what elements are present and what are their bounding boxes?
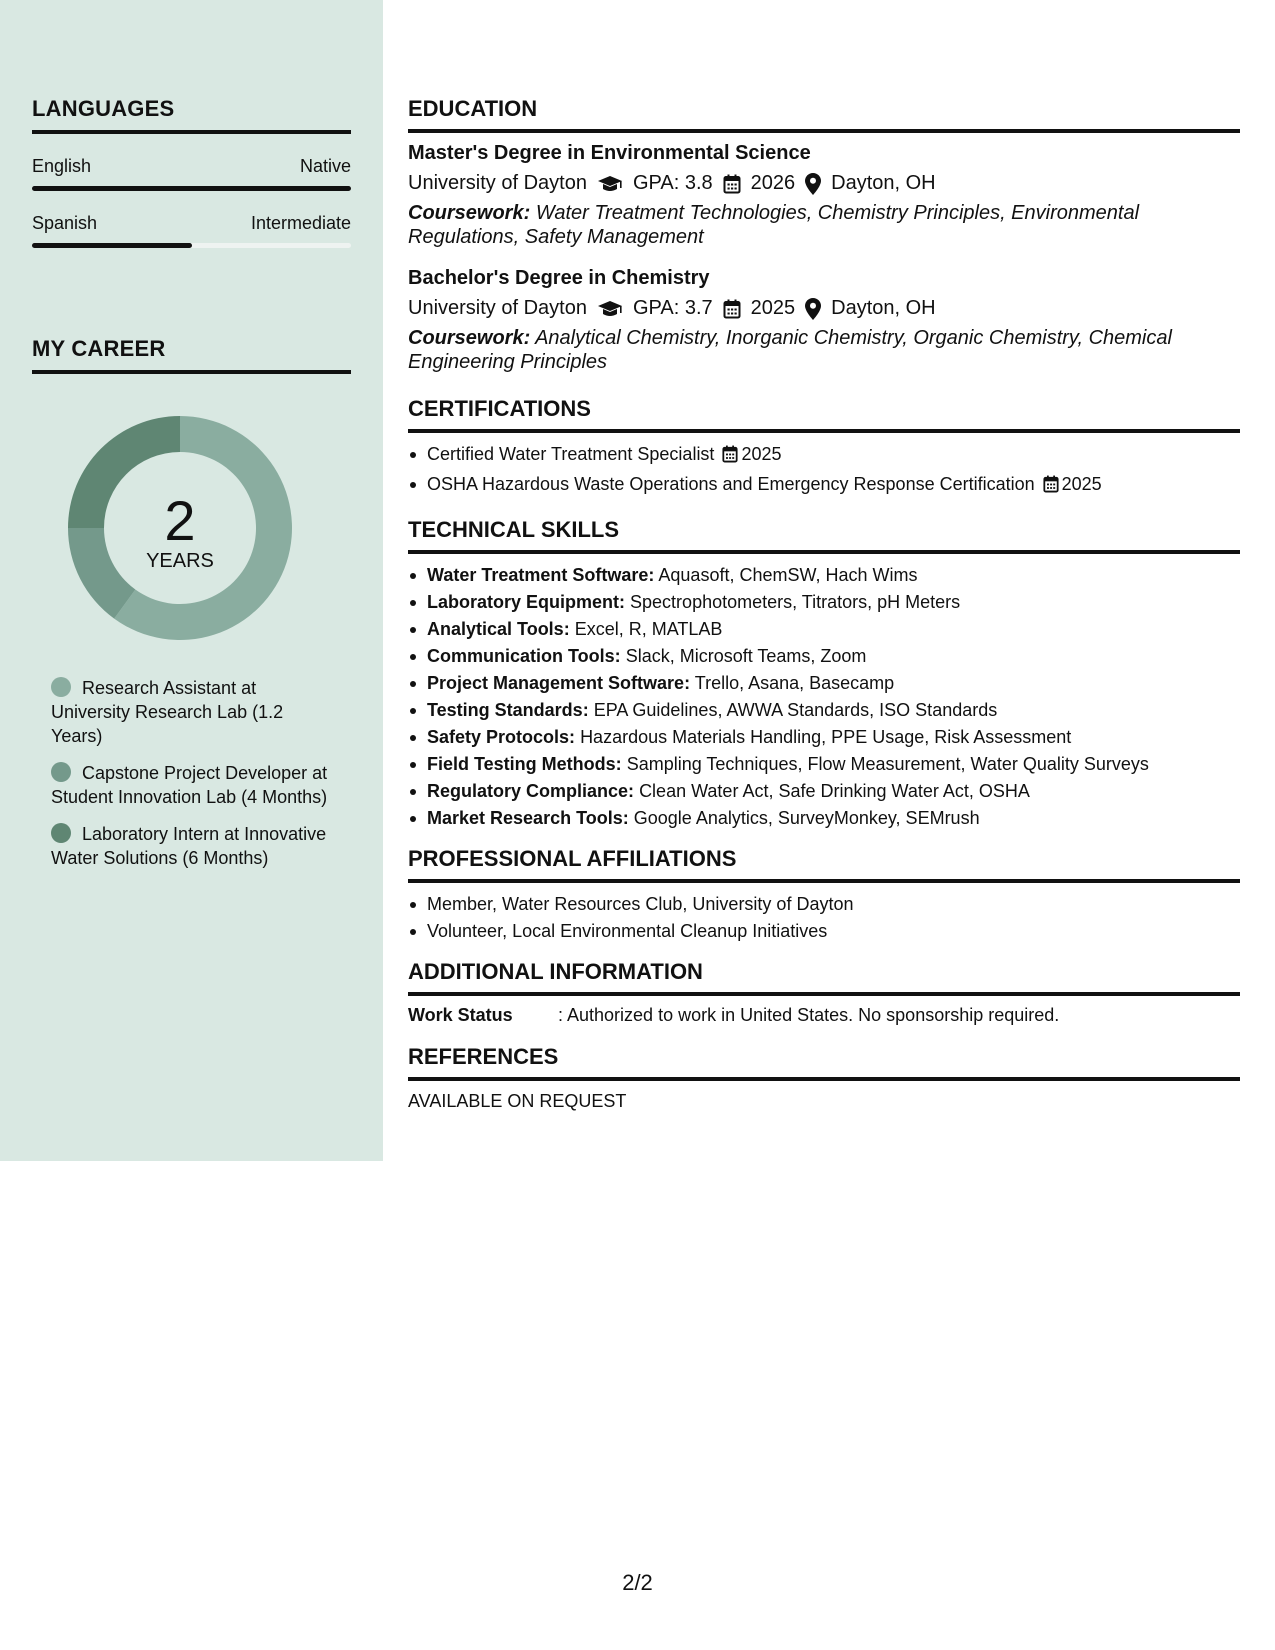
calendar-icon xyxy=(1043,474,1059,501)
work-status-label: Work Status xyxy=(408,1005,513,1025)
skill-item xyxy=(408,562,1240,589)
coursework xyxy=(408,326,1240,374)
calendar-icon xyxy=(723,299,741,319)
certification-item xyxy=(408,441,1240,471)
skills-list xyxy=(408,562,1240,832)
affiliation-item: Volunteer, Local Environmental Cleanup Initiatives xyxy=(408,918,1240,945)
education-meta xyxy=(408,172,1240,195)
career-donut-chart xyxy=(60,408,300,648)
degree-title: Master's Degree in Environmental Science xyxy=(408,142,811,164)
skills-title-rule xyxy=(408,550,1240,554)
gpa-value: GPA: 3.8 xyxy=(632,172,713,194)
career-entry xyxy=(51,761,331,809)
language-level: Native xyxy=(299,156,351,176)
legend-dot xyxy=(51,762,71,782)
additional-section xyxy=(408,959,1240,1026)
language-proficiency-bar xyxy=(32,186,351,191)
skill-label: Laboratory Equipment: xyxy=(427,592,626,612)
affiliations-title-rule xyxy=(408,879,1240,883)
affiliation-item: Member, Water Resources Club, University of Dayton xyxy=(408,891,1240,918)
map-pin-icon xyxy=(805,298,821,320)
languages-title-rule xyxy=(32,130,351,134)
calendar-icon xyxy=(723,174,741,194)
skill-value: Aquasoft, ChemSW, Hach Wims xyxy=(658,565,918,585)
skill-item xyxy=(408,751,1240,778)
career-title-rule xyxy=(32,370,351,374)
sidebar xyxy=(0,0,383,1161)
graduation-cap-icon xyxy=(597,175,623,193)
references-section xyxy=(408,1044,1240,1112)
map-pin-icon xyxy=(805,173,821,195)
gpa-value: GPA: 3.7 xyxy=(632,297,713,319)
language-proficiency-bar xyxy=(32,243,351,248)
skill-item xyxy=(408,589,1240,616)
skill-value: Clean Water Act, Safe Drinking Water Act, OSHA xyxy=(639,781,1030,801)
skill-label: Field Testing Methods: xyxy=(427,754,622,774)
graduation-year: 2026 xyxy=(750,172,796,194)
language-item xyxy=(32,156,351,191)
school-location: Dayton, OH xyxy=(831,172,936,194)
skill-item xyxy=(408,724,1240,751)
additional-title-rule xyxy=(408,992,1240,996)
work-status-row xyxy=(408,1005,1240,1026)
degree-title: Bachelor's Degree in Chemistry xyxy=(408,267,710,289)
education-meta xyxy=(408,297,1240,320)
skill-item xyxy=(408,670,1240,697)
graduation-cap-icon xyxy=(597,300,623,318)
language-name: English xyxy=(32,156,92,176)
certifications-list xyxy=(408,441,1240,501)
certifications-section xyxy=(408,396,1240,501)
references-title: REFERENCES xyxy=(408,1044,559,1069)
career-total-years: 2 xyxy=(164,489,196,552)
skill-label: Market Research Tools: xyxy=(427,808,629,828)
language-proficiency-fill xyxy=(32,186,351,191)
education-title-rule xyxy=(408,129,1240,133)
career-section xyxy=(32,336,351,374)
coursework-label: Coursework: xyxy=(408,327,531,349)
legend-dot xyxy=(51,677,71,697)
skill-value: Sampling Techniques, Flow Measurement, Water Quality Surveys xyxy=(626,754,1149,774)
skills-section xyxy=(408,517,1240,832)
skill-label: Water Treatment Software: xyxy=(427,565,655,585)
skill-item xyxy=(408,697,1240,724)
skill-value: Hazardous Materials Handling, PPE Usage, Risk Assessment xyxy=(580,727,1072,747)
references-text: AVAILABLE ON REQUEST xyxy=(408,1091,627,1111)
languages-section xyxy=(32,96,351,248)
school-location: Dayton, OH xyxy=(831,297,936,319)
language-item xyxy=(32,213,351,248)
school-name: University of Dayton xyxy=(408,297,587,319)
school-name: University of Dayton xyxy=(408,172,587,194)
work-status-value: : Authorized to work in United States. No sponsorship required. xyxy=(558,1005,1060,1025)
skill-value: Slack, Microsoft Teams, Zoom xyxy=(625,646,867,666)
career-legend xyxy=(51,676,331,883)
career-title: MY CAREER xyxy=(32,336,166,361)
skill-item xyxy=(408,805,1240,832)
languages-title: LANGUAGES xyxy=(32,96,175,121)
career-years-label: YEARS xyxy=(146,550,214,572)
education-item xyxy=(408,267,1240,374)
skill-value: Trello, Asana, Basecamp xyxy=(694,673,895,693)
education-item xyxy=(408,142,1240,249)
skills-title: TECHNICAL SKILLS xyxy=(408,517,620,542)
education-section xyxy=(408,96,1240,374)
skill-label: Analytical Tools: xyxy=(427,619,570,639)
skill-label: Communication Tools: xyxy=(427,646,621,666)
certifications-title-rule xyxy=(408,429,1240,433)
skill-label: Testing Standards: xyxy=(427,700,589,720)
skill-label: Regulatory Compliance: xyxy=(427,781,635,801)
affiliations-section xyxy=(408,846,1240,945)
skill-value: Spectrophotometers, Titrators, pH Meters xyxy=(630,592,961,612)
certification-name: Certified Water Treatment Specialist xyxy=(427,444,715,464)
skill-item xyxy=(408,778,1240,805)
career-entry-text: Laboratory Intern at Innovative Water Solutions (6 Months) xyxy=(51,824,327,868)
certification-year: 2025 xyxy=(741,444,782,464)
skill-label: Project Management Software: xyxy=(427,673,691,693)
language-proficiency-fill xyxy=(32,243,192,248)
legend-dot xyxy=(51,823,71,843)
main-content xyxy=(408,96,1240,1112)
calendar-icon xyxy=(722,444,738,471)
page-number: 2/2 xyxy=(622,1570,653,1595)
affiliations-title: PROFESSIONAL AFFILIATIONS xyxy=(408,846,737,871)
coursework-list: Analytical Chemistry, Inorganic Chemistry, Organic Chemistry, Chemical Engineering Principles xyxy=(408,327,1172,373)
career-entry xyxy=(51,822,331,870)
skill-value: Excel, R, MATLAB xyxy=(574,619,723,639)
coursework-label: Coursework: xyxy=(408,202,531,224)
skill-value: Google Analytics, SurveyMonkey, SEMrush xyxy=(633,808,980,828)
language-level: Intermediate xyxy=(250,213,351,233)
career-entry xyxy=(51,676,331,748)
skill-item xyxy=(408,643,1240,670)
education-title: EDUCATION xyxy=(408,96,538,121)
skill-label: Safety Protocols: xyxy=(427,727,576,747)
affiliations-list xyxy=(408,891,1240,945)
coursework xyxy=(408,201,1240,249)
references-title-rule xyxy=(408,1077,1240,1081)
additional-title: ADDITIONAL INFORMATION xyxy=(408,959,703,984)
career-entry-text: Capstone Project Developer at Student Innovation Lab (4 Months) xyxy=(51,763,328,807)
certifications-title: CERTIFICATIONS xyxy=(408,396,591,421)
coursework-list: Water Treatment Technologies, Chemistry Principles, Environmental Regulations, Safety Management xyxy=(408,202,1140,248)
career-entry-text: Research Assistant at University Research Lab (1.2 Years) xyxy=(51,678,284,746)
skill-item xyxy=(408,616,1240,643)
language-name: Spanish xyxy=(32,213,98,233)
certification-item xyxy=(408,471,1240,501)
skill-value: EPA Guidelines, AWWA Standards, ISO Standards xyxy=(593,700,998,720)
graduation-year: 2025 xyxy=(750,297,796,319)
certification-year: 2025 xyxy=(1061,474,1102,494)
certification-name: OSHA Hazardous Waste Operations and Emergency Response Certification xyxy=(427,474,1035,494)
